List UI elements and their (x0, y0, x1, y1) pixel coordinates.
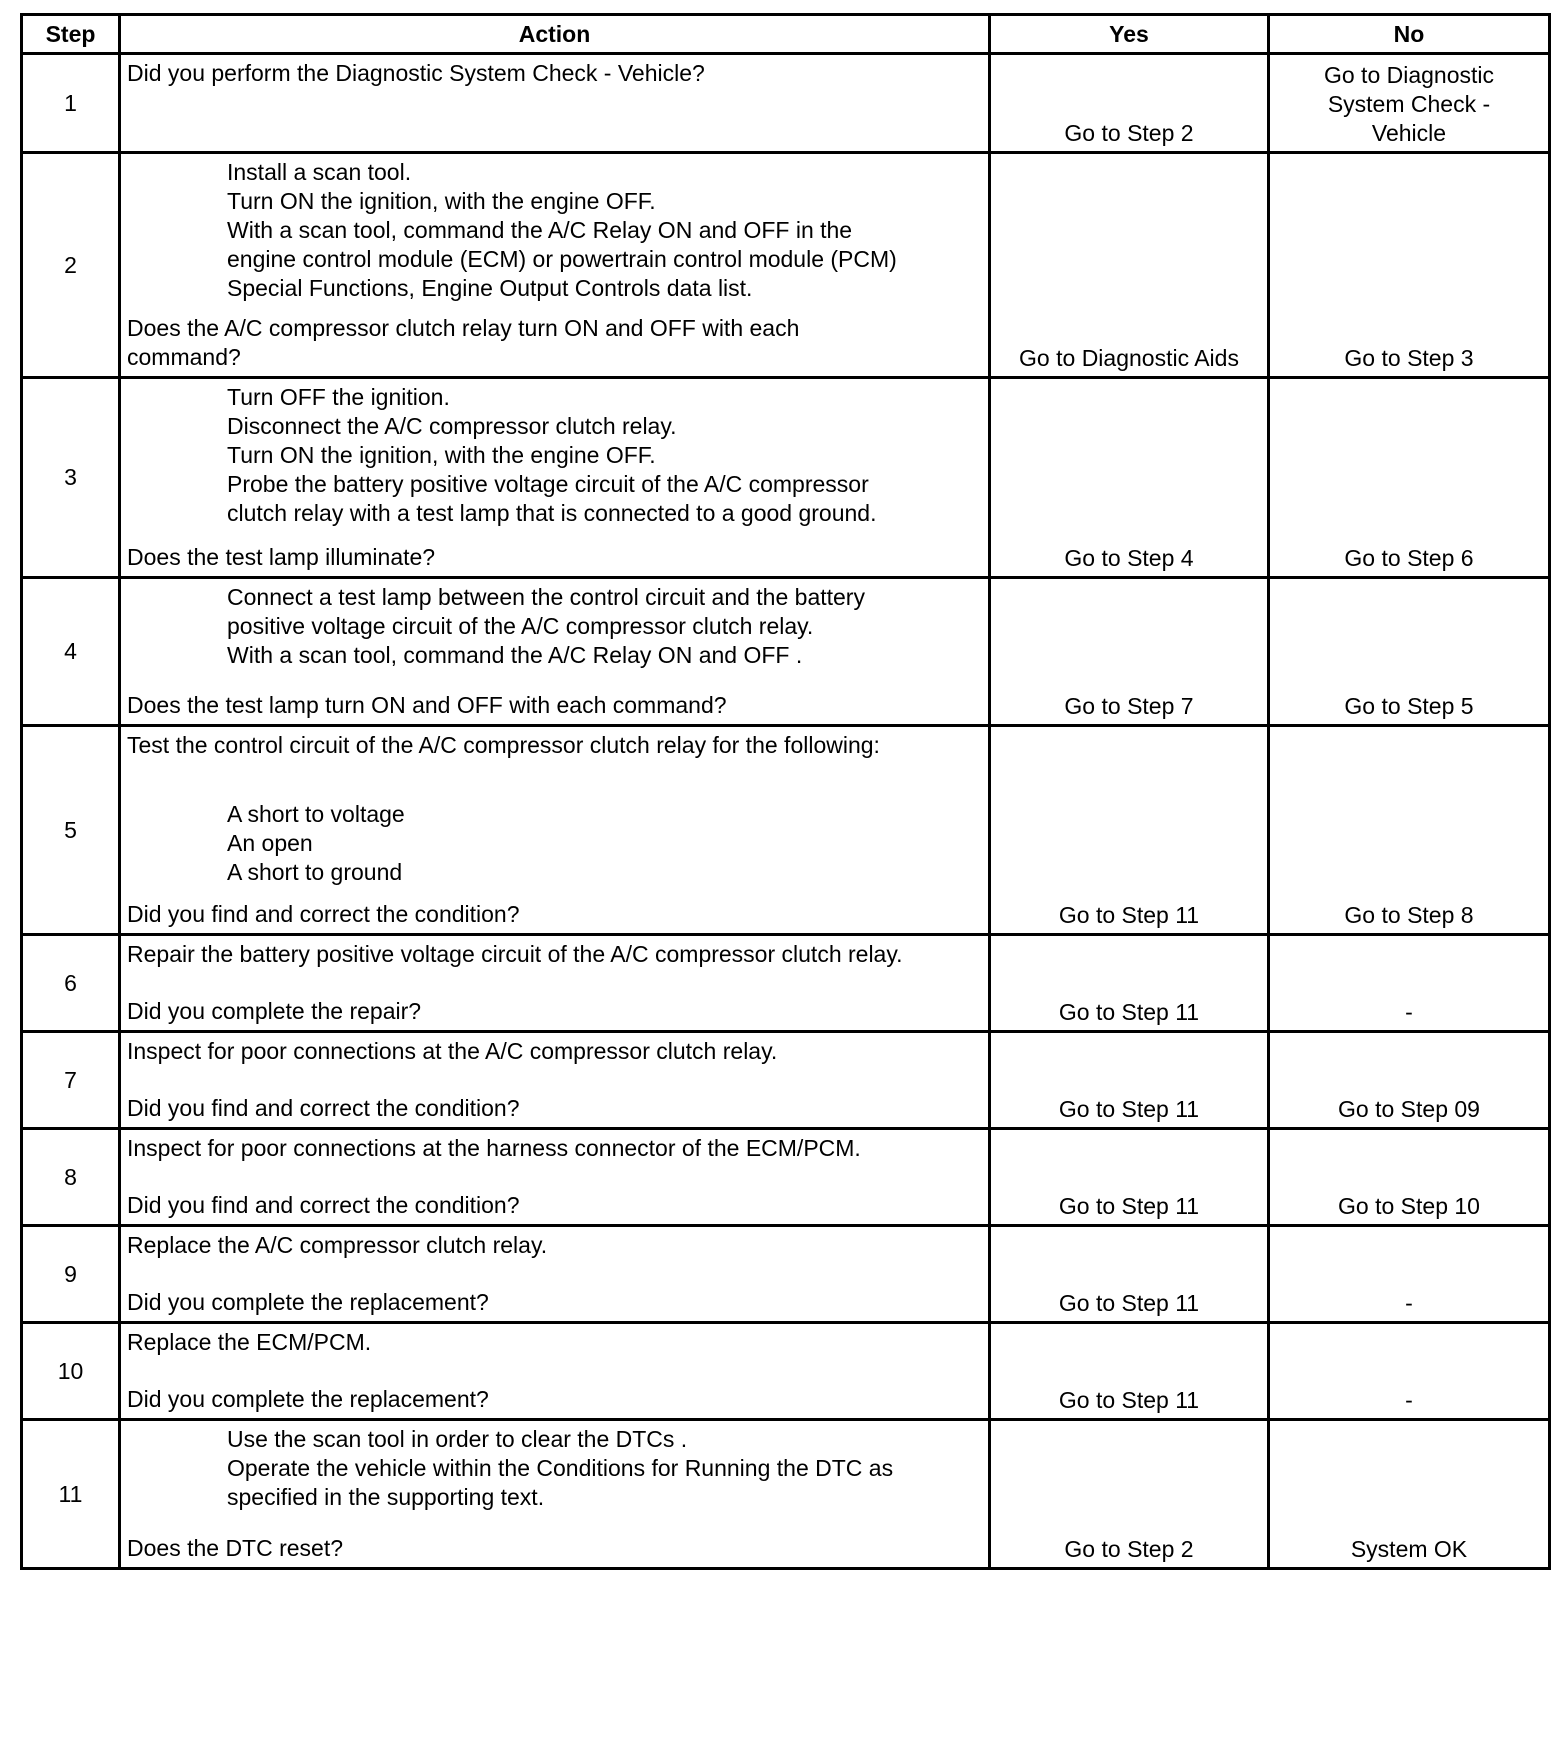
instruction-line: engine control module (ECM) or powertrain control module (PCM) (227, 246, 897, 272)
instruction-line: Turn ON the ignition, with the engine OFF. (227, 188, 656, 214)
action-body (127, 731, 984, 887)
action-body (127, 1328, 984, 1357)
instruction-line: clutch relay with a test lamp that is connected to a good ground. (227, 500, 877, 526)
question-line: Did you find and correct the condition? (127, 1192, 520, 1218)
no-result-line: - (1405, 999, 1413, 1025)
step-number: 11 (22, 1420, 120, 1569)
action-cell (120, 378, 990, 578)
action-question (127, 1094, 984, 1123)
instruction-line: Turn OFF the ignition. (227, 384, 450, 410)
table-row (22, 1129, 1550, 1226)
instruction-line: Operate the vehicle within the Conditions for Running the DTC as (227, 1455, 894, 1481)
step-number: 2 (22, 153, 120, 378)
action-body (127, 1134, 984, 1163)
question-line: Did you find and correct the condition? (127, 901, 520, 927)
action-body (127, 1231, 984, 1260)
action-cell (120, 1226, 990, 1323)
action-question (127, 900, 984, 929)
action-cell (120, 1032, 990, 1129)
no-result (1269, 726, 1550, 935)
header-row (22, 15, 1550, 54)
table-row (22, 726, 1550, 935)
step-number: 3 (22, 378, 120, 578)
condition-item: An open (227, 830, 313, 856)
no-result (1269, 1323, 1550, 1420)
step-number: 10 (22, 1323, 120, 1420)
step-number: 6 (22, 935, 120, 1032)
action-cell (120, 935, 990, 1032)
diagnostic-table (20, 13, 1551, 1570)
no-result-line: Go to Step 6 (1344, 545, 1474, 571)
yes-result: Go to Step 11 (990, 1129, 1269, 1226)
table-row (22, 578, 1550, 726)
action-intro: Did you perform the Diagnostic System Check - Vehicle? (127, 60, 705, 86)
action-intro: Test the control circuit of the A/C compressor clutch relay for the following: (127, 732, 880, 758)
table-row (22, 153, 1550, 378)
action-body (127, 583, 984, 670)
instruction-line: With a scan tool, command the A/C Relay ON and OFF in the (227, 217, 853, 243)
action-body (127, 59, 984, 88)
header-yes: Yes (990, 15, 1269, 54)
action-intro: Repair the battery positive voltage circuit of the A/C compressor clutch relay. (127, 941, 903, 967)
table-row (22, 935, 1550, 1032)
table-row (22, 1323, 1550, 1420)
action-cell (120, 153, 990, 378)
step-number: 9 (22, 1226, 120, 1323)
no-result (1269, 578, 1550, 726)
action-question (127, 1385, 984, 1414)
instruction-line: With a scan tool, command the A/C Relay ON and OFF . (227, 642, 803, 668)
table-row (22, 54, 1550, 153)
no-result (1269, 1129, 1550, 1226)
action-question (127, 1288, 984, 1317)
action-cell (120, 726, 990, 935)
action-intro: Replace the ECM/PCM. (127, 1329, 372, 1355)
no-result (1269, 378, 1550, 578)
yes-result: Go to Step 11 (990, 935, 1269, 1032)
no-result (1269, 1226, 1550, 1323)
action-intro: Inspect for poor connections at the harness connector of the ECM/PCM. (127, 1135, 861, 1161)
action-body (127, 1425, 984, 1512)
instruction-line: Connect a test lamp between the control circuit and the battery (227, 584, 865, 610)
no-result-line: System OK (1350, 1536, 1468, 1562)
no-result (1269, 1032, 1550, 1129)
action-body (127, 940, 984, 969)
no-result-line: Vehicle (1371, 120, 1447, 146)
question-line: Does the A/C compressor clutch relay turn ON and OFF with each (127, 315, 800, 341)
yes-result: Go to Step 11 (990, 1032, 1269, 1129)
no-result-line: Go to Step 10 (1338, 1193, 1480, 1219)
action-instructions (127, 583, 984, 670)
no-result-line: - (1405, 1290, 1413, 1316)
no-result (1269, 153, 1550, 378)
step-number: 4 (22, 578, 120, 726)
action-question (127, 1191, 984, 1220)
table-row (22, 1226, 1550, 1323)
instruction-line: Use the scan tool in order to clear the DTCs . (227, 1426, 688, 1452)
question-line: Did you complete the replacement? (127, 1289, 489, 1315)
question-line: Does the test lamp illuminate? (127, 544, 436, 570)
yes-result: Go to Step 11 (990, 1323, 1269, 1420)
step-number: 8 (22, 1129, 120, 1226)
step-number: 5 (22, 726, 120, 935)
action-cell (120, 1420, 990, 1569)
action-instructions (127, 383, 984, 528)
instruction-line: Probe the battery positive voltage circuit of the A/C compressor (227, 471, 869, 497)
action-cell (120, 54, 990, 153)
table-row (22, 378, 1550, 578)
no-result-line: System Check - (1327, 91, 1491, 117)
no-result (1269, 1420, 1550, 1569)
instruction-line: Special Functions, Engine Output Controls data list. (227, 275, 753, 301)
yes-result: Go to Step 2 (990, 54, 1269, 153)
action-cell (120, 1323, 990, 1420)
question-line: Did you complete the replacement? (127, 1386, 489, 1412)
question-line: Does the DTC reset? (127, 1535, 344, 1561)
action-body (127, 1037, 984, 1066)
table-row (22, 1032, 1550, 1129)
question-line: Does the test lamp turn ON and OFF with each command? (127, 692, 727, 718)
yes-result: Go to Step 11 (990, 1226, 1269, 1323)
step-number: 1 (22, 54, 120, 153)
header-action: Action (120, 15, 990, 54)
no-result (1269, 54, 1550, 153)
header-step: Step (22, 15, 120, 54)
no-result-line: Go to Diagnostic (1323, 62, 1495, 88)
action-instructions (127, 1425, 984, 1512)
action-body (127, 158, 984, 303)
action-question (127, 997, 984, 1026)
instruction-line: Disconnect the A/C compressor clutch relay. (227, 413, 677, 439)
yes-result: Go to Diagnostic Aids (990, 153, 1269, 378)
no-result-line: Go to Step 8 (1344, 902, 1474, 928)
action-question (127, 691, 984, 720)
header-no: No (1269, 15, 1550, 54)
question-line: Did you complete the repair? (127, 998, 422, 1024)
instruction-line: Turn ON the ignition, with the engine OFF. (227, 442, 656, 468)
no-result-line: Go to Step 3 (1344, 345, 1474, 371)
condition-item: A short to ground (227, 859, 403, 885)
yes-result: Go to Step 2 (990, 1420, 1269, 1569)
action-intro: Inspect for poor connections at the A/C compressor clutch relay. (127, 1038, 778, 1064)
no-result (1269, 935, 1550, 1032)
condition-list (127, 800, 984, 887)
step-number: 7 (22, 1032, 120, 1129)
no-result-line: Go to Step 5 (1344, 693, 1474, 719)
action-intro: Replace the A/C compressor clutch relay. (127, 1232, 548, 1258)
action-instructions (127, 158, 984, 303)
instruction-line: positive voltage circuit of the A/C compressor clutch relay. (227, 613, 814, 639)
no-result-line: Go to Step 09 (1338, 1096, 1480, 1122)
condition-item: A short to voltage (227, 801, 405, 827)
table-row (22, 1420, 1550, 1569)
no-result-line: - (1405, 1387, 1413, 1413)
instruction-line: Install a scan tool. (227, 159, 412, 185)
action-question (127, 543, 984, 572)
question-line: command? (127, 344, 241, 370)
question-line: Did you find and correct the condition? (127, 1095, 520, 1121)
yes-result: Go to Step 4 (990, 378, 1269, 578)
instruction-line: specified in the supporting text. (227, 1484, 545, 1510)
yes-result: Go to Step 11 (990, 726, 1269, 935)
action-cell (120, 578, 990, 726)
action-question (127, 314, 984, 372)
action-cell (120, 1129, 990, 1226)
action-body (127, 383, 984, 528)
yes-result: Go to Step 7 (990, 578, 1269, 726)
action-question (127, 1534, 984, 1563)
